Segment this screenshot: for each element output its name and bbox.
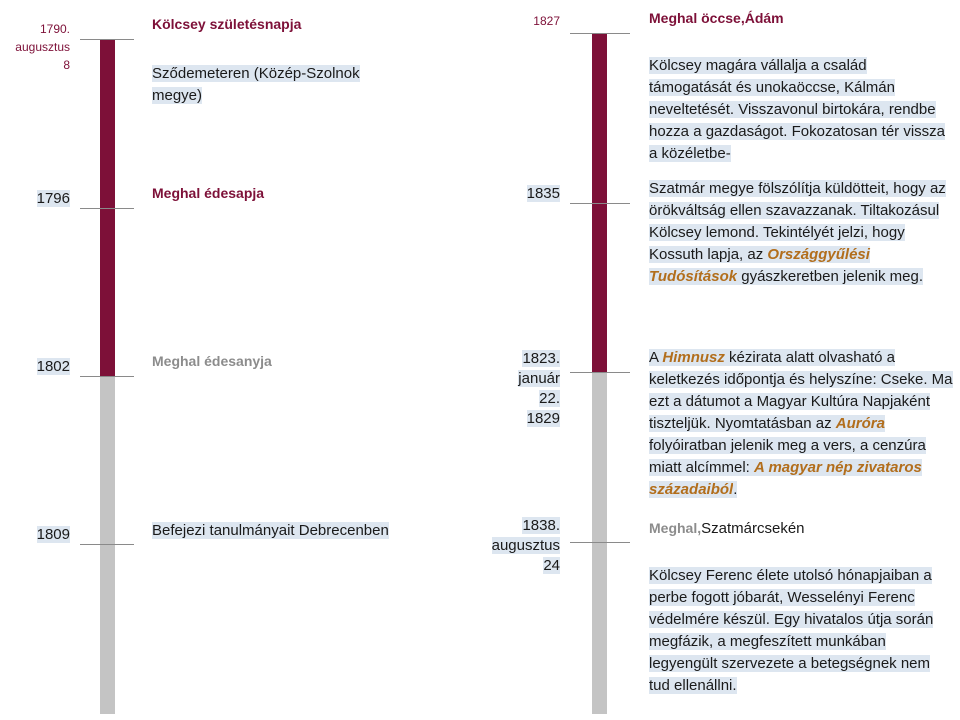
date-1827: 1827 <box>533 14 560 28</box>
timeline-bar-grey <box>592 372 607 714</box>
tick-1835 <box>570 203 630 204</box>
date-1790: 1790. augusztus 8 <box>15 22 70 72</box>
date-1823: 1823. január 22. 1829 <box>518 350 560 427</box>
text-1823: A Himnusz kézirata alatt olvasható a keletkezés időpontja és helyszíne: Cseke. Ma ezt a dátumot a Magyar Kultúra Napjaként tiszteljük. Nyomtatásban az Auróra folyóiratban jelenik meg a vers, a cenzúra miatt alcímmel: A magyar nép zivataros századaiból. <box>649 349 953 498</box>
tick-1809 <box>80 544 134 545</box>
event-1838: Meghal,Szatmárcsekén <box>649 520 805 537</box>
event-birth: Kölcsey születésnapja <box>152 16 302 32</box>
text-1838: Kölcsey Ferenc élete utolsó hónapjaiban a perbe fogott jóbarát, Wesselényi Ferenc védelmére készül. Egy hivatalos útja során megfázik, a megfeszített munkában legyengült szervezete a betegségnek nem tud ellenállni. <box>649 567 934 694</box>
date-1838: 1838. augusztus 24 <box>491 517 560 574</box>
event-1796: Meghal édesapja <box>152 185 265 201</box>
tick-1838 <box>570 542 630 543</box>
event-1802: Meghal édesanyja <box>152 353 272 369</box>
tick-1827 <box>570 33 630 34</box>
tick-1790 <box>80 39 134 40</box>
date-1796: 1796 <box>36 190 70 207</box>
tick-1796 <box>80 208 134 209</box>
text-1809: Befejezi tanulmányait Debrecenben <box>152 522 389 539</box>
text-1827: Kölcsey magára vállalja a család támogatását és unokaöccse, Kálmán neveltetését. Visszavonul birtokára, rendbe hozza a gazdaságot. Fokozatosan tér vissza a közéletbe- <box>649 57 946 162</box>
date-1835: 1835 <box>526 185 560 202</box>
tick-1823 <box>570 372 630 373</box>
text-birth: Sződemeteren (Közép-Szolnok megye) <box>152 65 360 104</box>
tick-1802 <box>80 376 134 377</box>
event-1827: Meghal öccse,Ádám <box>649 10 784 26</box>
timeline-bar-grey <box>100 376 115 714</box>
date-1809: 1809 <box>36 526 70 543</box>
text-1835: Szatmár megye fölszólítja küldötteit, hogy az örökváltság ellen szavazzanak. Tiltakozásul Kölcsey lemond. Tekintélyét jelzi, hogy Kossuth lapja, az Országgyűlési Tudósítások gyászkeretben jelenik meg. <box>649 180 946 285</box>
date-1802: 1802 <box>36 358 70 375</box>
